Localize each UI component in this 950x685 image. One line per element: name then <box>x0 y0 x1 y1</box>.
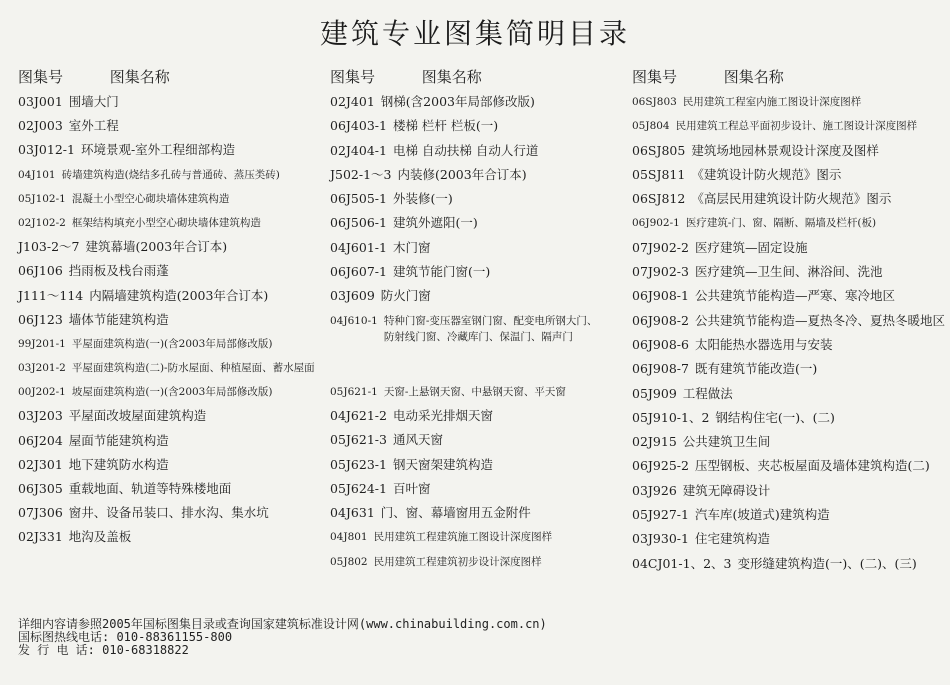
catalog-entry <box>18 167 323 191</box>
catalog-entry <box>632 483 950 507</box>
entry-list <box>632 94 950 580</box>
catalog-entry <box>330 215 630 239</box>
catalog-entry <box>632 94 950 118</box>
catalog-entry <box>330 167 630 191</box>
atlas-code: 05J927-1 <box>632 507 689 523</box>
catalog-column-3 <box>632 66 950 580</box>
catalog-entry <box>18 360 323 384</box>
catalog-entry <box>18 457 323 481</box>
atlas-name: 坡屋面建筑构造(一)(含2003年局部修改版) <box>71 386 273 399</box>
catalog-entry <box>330 432 630 456</box>
atlas-name: 环境景观-室外工程细部构造 <box>80 142 236 158</box>
atlas-name: 通风天窗 <box>392 432 443 448</box>
catalog-entry <box>632 288 950 312</box>
atlas-name: 框架结构填充小型空心砌块墙体建筑构造 <box>71 216 261 229</box>
catalog-entry <box>18 312 323 336</box>
atlas-name: 太阳能热水器选用与安装 <box>694 336 833 352</box>
atlas-code: 05J802 <box>330 555 368 568</box>
atlas-code: 03J012-1 <box>18 142 75 158</box>
column-header <box>18 66 323 90</box>
atlas-code: 06SJ812 <box>632 191 686 207</box>
catalog-entry <box>330 240 630 264</box>
atlas-name: 内装修(2003年合订本) <box>397 166 527 182</box>
atlas-code: 04J101 <box>18 168 56 181</box>
atlas-code: 06SJ805 <box>632 142 686 158</box>
atlas-name: 墙体节能建筑构造 <box>68 311 169 327</box>
atlas-code: 06J305 <box>18 481 63 496</box>
catalog-entry <box>632 215 950 239</box>
atlas-name: 外装修(一) <box>392 191 453 207</box>
atlas-name: 混凝土小型空心砌块墙体建筑构造 <box>71 192 230 205</box>
atlas-code: 04J631 <box>330 505 375 521</box>
atlas-name: 建筑外遮阳(一) <box>392 215 478 231</box>
name-header: 图集名称 <box>421 68 482 86</box>
atlas-name: 平屋面改坡屋面建筑构造 <box>68 408 207 424</box>
catalog-entry <box>330 313 630 384</box>
atlas-code: 05J621-3 <box>330 432 387 448</box>
atlas-name: 百叶窗 <box>392 480 431 496</box>
atlas-code: 05J624-1 <box>330 480 387 496</box>
atlas-code: 06J204 <box>18 432 63 448</box>
atlas-code: 05J102-1 <box>18 192 66 205</box>
atlas-code: 06J925-2 <box>632 458 689 474</box>
atlas-code: 06J908-1 <box>632 288 689 304</box>
atlas-name: 公共建筑节能构造—夏热冬冷、夏热冬暖地区 <box>694 312 945 328</box>
atlas-code: 06J106 <box>18 263 63 279</box>
atlas-name: 平屋面建筑构造(一)(含2003年局部修改版) <box>71 337 273 350</box>
atlas-code: 06J908-2 <box>632 312 689 328</box>
name-header: 图集名称 <box>109 68 170 86</box>
catalog-column-2 <box>330 66 630 578</box>
atlas-name: 医疗建筑—固定设施 <box>694 239 808 255</box>
atlas-name: 既有建筑节能改造(一) <box>694 361 818 377</box>
catalog-entry <box>18 408 323 432</box>
atlas-name: 砖墙建筑构造(烧结多孔砖与普通砖、蒸压类砖) <box>61 168 280 181</box>
atlas-code: 04CJ01-1、2、3 <box>632 555 732 571</box>
atlas-code: 05J623-1 <box>330 456 387 472</box>
atlas-name: 地下建筑防水构造 <box>68 456 169 472</box>
atlas-code: 06J123 <box>18 311 63 327</box>
catalog-entry <box>330 94 630 118</box>
catalog-entry <box>18 529 323 553</box>
catalog-entry <box>632 143 950 167</box>
atlas-code: 07J902-2 <box>632 239 689 255</box>
catalog-entry <box>632 167 950 191</box>
catalog-entry <box>632 410 950 434</box>
atlas-name: 地沟及盖板 <box>68 529 132 545</box>
atlas-name: 围墙大门 <box>68 94 119 109</box>
catalog-entry <box>18 118 323 142</box>
atlas-name: 电梯 自动扶梯 自动人行道 <box>392 142 539 158</box>
catalog-entry <box>330 457 630 481</box>
catalog-entry <box>632 337 950 361</box>
atlas-code: 07J306 <box>18 505 63 521</box>
atlas-name: 防火门窗 <box>380 288 431 304</box>
atlas-code: 05J804 <box>632 120 670 133</box>
atlas-name: 内隔墙建筑构造(2003年合订本) <box>89 287 269 303</box>
atlas-name: 民用建筑工程建筑施工图设计深度图样 <box>373 531 553 544</box>
catalog-entry <box>632 264 950 288</box>
footer-distribution-phone: 发 行 电 话: 010-68318822 <box>18 643 189 657</box>
catalog-entry <box>330 529 630 553</box>
atlas-code: 03J930-1 <box>632 531 689 547</box>
atlas-code: 06J403-1 <box>330 118 387 134</box>
catalog-entry <box>632 361 950 385</box>
atlas-code: 02J301 <box>18 456 63 472</box>
atlas-name: 钢梯(含2003年局部修改版) <box>380 94 535 109</box>
entry-list <box>18 94 323 554</box>
atlas-code: 03J609 <box>330 288 375 304</box>
catalog-entry <box>632 191 950 215</box>
atlas-name: 公共建筑卫生间 <box>682 434 771 450</box>
atlas-code: 02J331 <box>18 529 63 545</box>
footer-hotline: 国标图热线电话: 010-88361155-800 <box>18 630 233 644</box>
atlas-name: 重载地面、轨道等特殊楼地面 <box>68 481 232 496</box>
catalog-entry <box>330 481 630 505</box>
atlas-name: 特种门窗-变压器室钢门窗、配变电所钢大门、防射线门窗、冷藏库门、保温门、隔声门 <box>383 314 598 343</box>
atlas-code: 06J506-1 <box>330 215 387 231</box>
atlas-name: 医疗建筑-门、窗、隔断、隔墙及栏杆(板) <box>685 217 877 230</box>
atlas-code: 04J801 <box>330 531 368 544</box>
atlas-name: 室外工程 <box>68 118 119 134</box>
atlas-name: 建筑场地园林景观设计深度及图样 <box>691 142 879 158</box>
catalog-entry <box>18 142 323 166</box>
atlas-name: 建筑节能门窗(一) <box>392 264 491 280</box>
atlas-code: 05SJ811 <box>632 166 686 182</box>
atlas-code: 02J102-2 <box>18 216 66 229</box>
atlas-name: 医疗建筑—卫生间、淋浴间、洗池 <box>694 264 883 280</box>
atlas-name: 工程做法 <box>682 385 733 401</box>
atlas-name: 门、窗、幕墙窗用五金附件 <box>380 505 531 521</box>
name-header: 图集名称 <box>723 68 784 86</box>
catalog-entry <box>18 191 323 215</box>
catalog-entry <box>330 118 630 142</box>
catalog-entry <box>632 556 950 580</box>
atlas-name: 《建筑设计防火规范》图示 <box>691 166 842 182</box>
atlas-name: 公共建筑节能构造—严寒、寒冷地区 <box>694 288 895 304</box>
catalog-entry <box>632 386 950 410</box>
atlas-code: 07J902-3 <box>632 264 689 280</box>
atlas-code: 05J909 <box>632 385 677 401</box>
footer-reference-note: 详细内容请参照2005年国标图集目录或查询国家建筑标准设计网(www.chinabuilding.com.cn) <box>18 617 547 631</box>
atlas-code: 06J908-7 <box>632 361 689 377</box>
atlas-code: J103-2～7 <box>18 239 80 255</box>
atlas-name: 钢结构住宅(一)、(二) <box>715 409 835 425</box>
catalog-entry <box>632 240 950 264</box>
atlas-name: 楼梯 栏杆 栏板(一) <box>392 118 499 134</box>
atlas-code: 05J910-1、2 <box>632 409 710 425</box>
atlas-code: 06J902-1 <box>632 217 680 230</box>
atlas-code: 04J621-2 <box>330 407 387 423</box>
atlas-name: 《高层民用建筑设计防火规范》图示 <box>691 191 892 207</box>
catalog-entry <box>632 118 950 142</box>
catalog-column-1 <box>18 66 323 554</box>
atlas-name: 民用建筑工程建筑初步设计深度图样 <box>373 555 542 568</box>
catalog-entry <box>18 94 323 118</box>
footer-notes <box>18 618 547 657</box>
atlas-name: 钢天窗架建筑构造 <box>392 456 493 472</box>
atlas-name: 挡雨板及栈台雨蓬 <box>68 263 169 279</box>
catalog-entry <box>330 288 630 312</box>
code-header: 图集号 <box>18 68 64 86</box>
page-title: 建筑专业图集简明目录 <box>319 17 630 50</box>
atlas-code: 03J001 <box>18 94 63 109</box>
atlas-code: 06SJ803 <box>632 96 677 108</box>
catalog-entry <box>18 505 323 529</box>
atlas-name: 民用建筑工程室内施工图设计深度图样 <box>682 96 862 108</box>
atlas-name: 民用建筑工程总平面初步设计、施工图设计深度图样 <box>675 120 918 133</box>
entry-list <box>330 94 630 578</box>
atlas-code: 02J915 <box>632 434 677 450</box>
catalog-entry <box>330 408 630 432</box>
column-header <box>632 66 950 90</box>
catalog-entry <box>18 384 323 408</box>
catalog-entry <box>330 143 630 167</box>
atlas-code: 06J908-6 <box>632 336 689 352</box>
atlas-code: 03J926 <box>632 482 677 498</box>
catalog-entry <box>18 215 323 239</box>
atlas-code: 06J505-1 <box>330 191 387 207</box>
atlas-code: J502-1～3 <box>330 166 392 182</box>
atlas-code: 03J201-2 <box>18 362 66 375</box>
atlas-code: J111～114 <box>18 287 84 303</box>
catalog-entry <box>18 433 323 457</box>
catalog-entry <box>632 531 950 555</box>
atlas-name: 天窗-上悬钢天窗、中悬钢天窗、平天窗 <box>383 385 566 398</box>
code-header: 图集号 <box>330 68 376 86</box>
atlas-name: 住宅建筑构造 <box>694 531 770 547</box>
atlas-code: 05J621-1 <box>330 385 378 398</box>
atlas-name: 电动采光排烟天窗 <box>392 407 493 423</box>
atlas-name: 木门窗 <box>392 239 431 255</box>
catalog-entry <box>330 191 630 215</box>
catalog-entry <box>632 313 950 337</box>
column-header <box>330 66 630 90</box>
atlas-code: 00J202-1 <box>18 386 66 399</box>
catalog-entry <box>330 384 630 408</box>
catalog-entry <box>330 554 630 578</box>
catalog-entry <box>18 481 323 505</box>
code-header: 图集号 <box>632 68 678 86</box>
atlas-code: 03J203 <box>18 408 63 424</box>
atlas-code: 06J607-1 <box>330 264 387 280</box>
atlas-code: 02J404-1 <box>330 142 387 158</box>
atlas-code: 02J401 <box>330 94 375 109</box>
atlas-name: 窗井、设备吊装口、排水沟、集水坑 <box>68 505 269 521</box>
atlas-name: 屋面节能建筑构造 <box>68 432 169 448</box>
atlas-name: 汽车库(坡道式)建筑构造 <box>694 507 830 523</box>
catalog-entry <box>18 239 323 263</box>
atlas-code: 04J610-1 <box>330 314 378 327</box>
atlas-code: 04J601-1 <box>330 239 387 255</box>
atlas-name: 压型钢板、夹芯板屋面及墙体建筑构造(二) <box>694 458 930 474</box>
atlas-name: 变形缝建筑构造(一)、(二)、(三) <box>737 555 917 571</box>
catalog-entry <box>330 264 630 288</box>
catalog-entry <box>330 505 630 529</box>
catalog-entry <box>18 263 323 287</box>
catalog-entry <box>18 288 323 312</box>
catalog-entry <box>632 434 950 458</box>
catalog-entry <box>18 336 323 360</box>
catalog-entry <box>632 458 950 482</box>
catalog-entry <box>632 507 950 531</box>
atlas-name: 建筑无障碍设计 <box>682 482 771 498</box>
atlas-code: 02J003 <box>18 118 63 134</box>
atlas-name: 平屋面建筑构造(二)-防水屋面、种植屋面、蓄水屋面 <box>71 362 315 375</box>
atlas-name: 建筑幕墙(2003年合订本) <box>85 239 228 255</box>
atlas-code: 99J201-1 <box>18 337 66 350</box>
